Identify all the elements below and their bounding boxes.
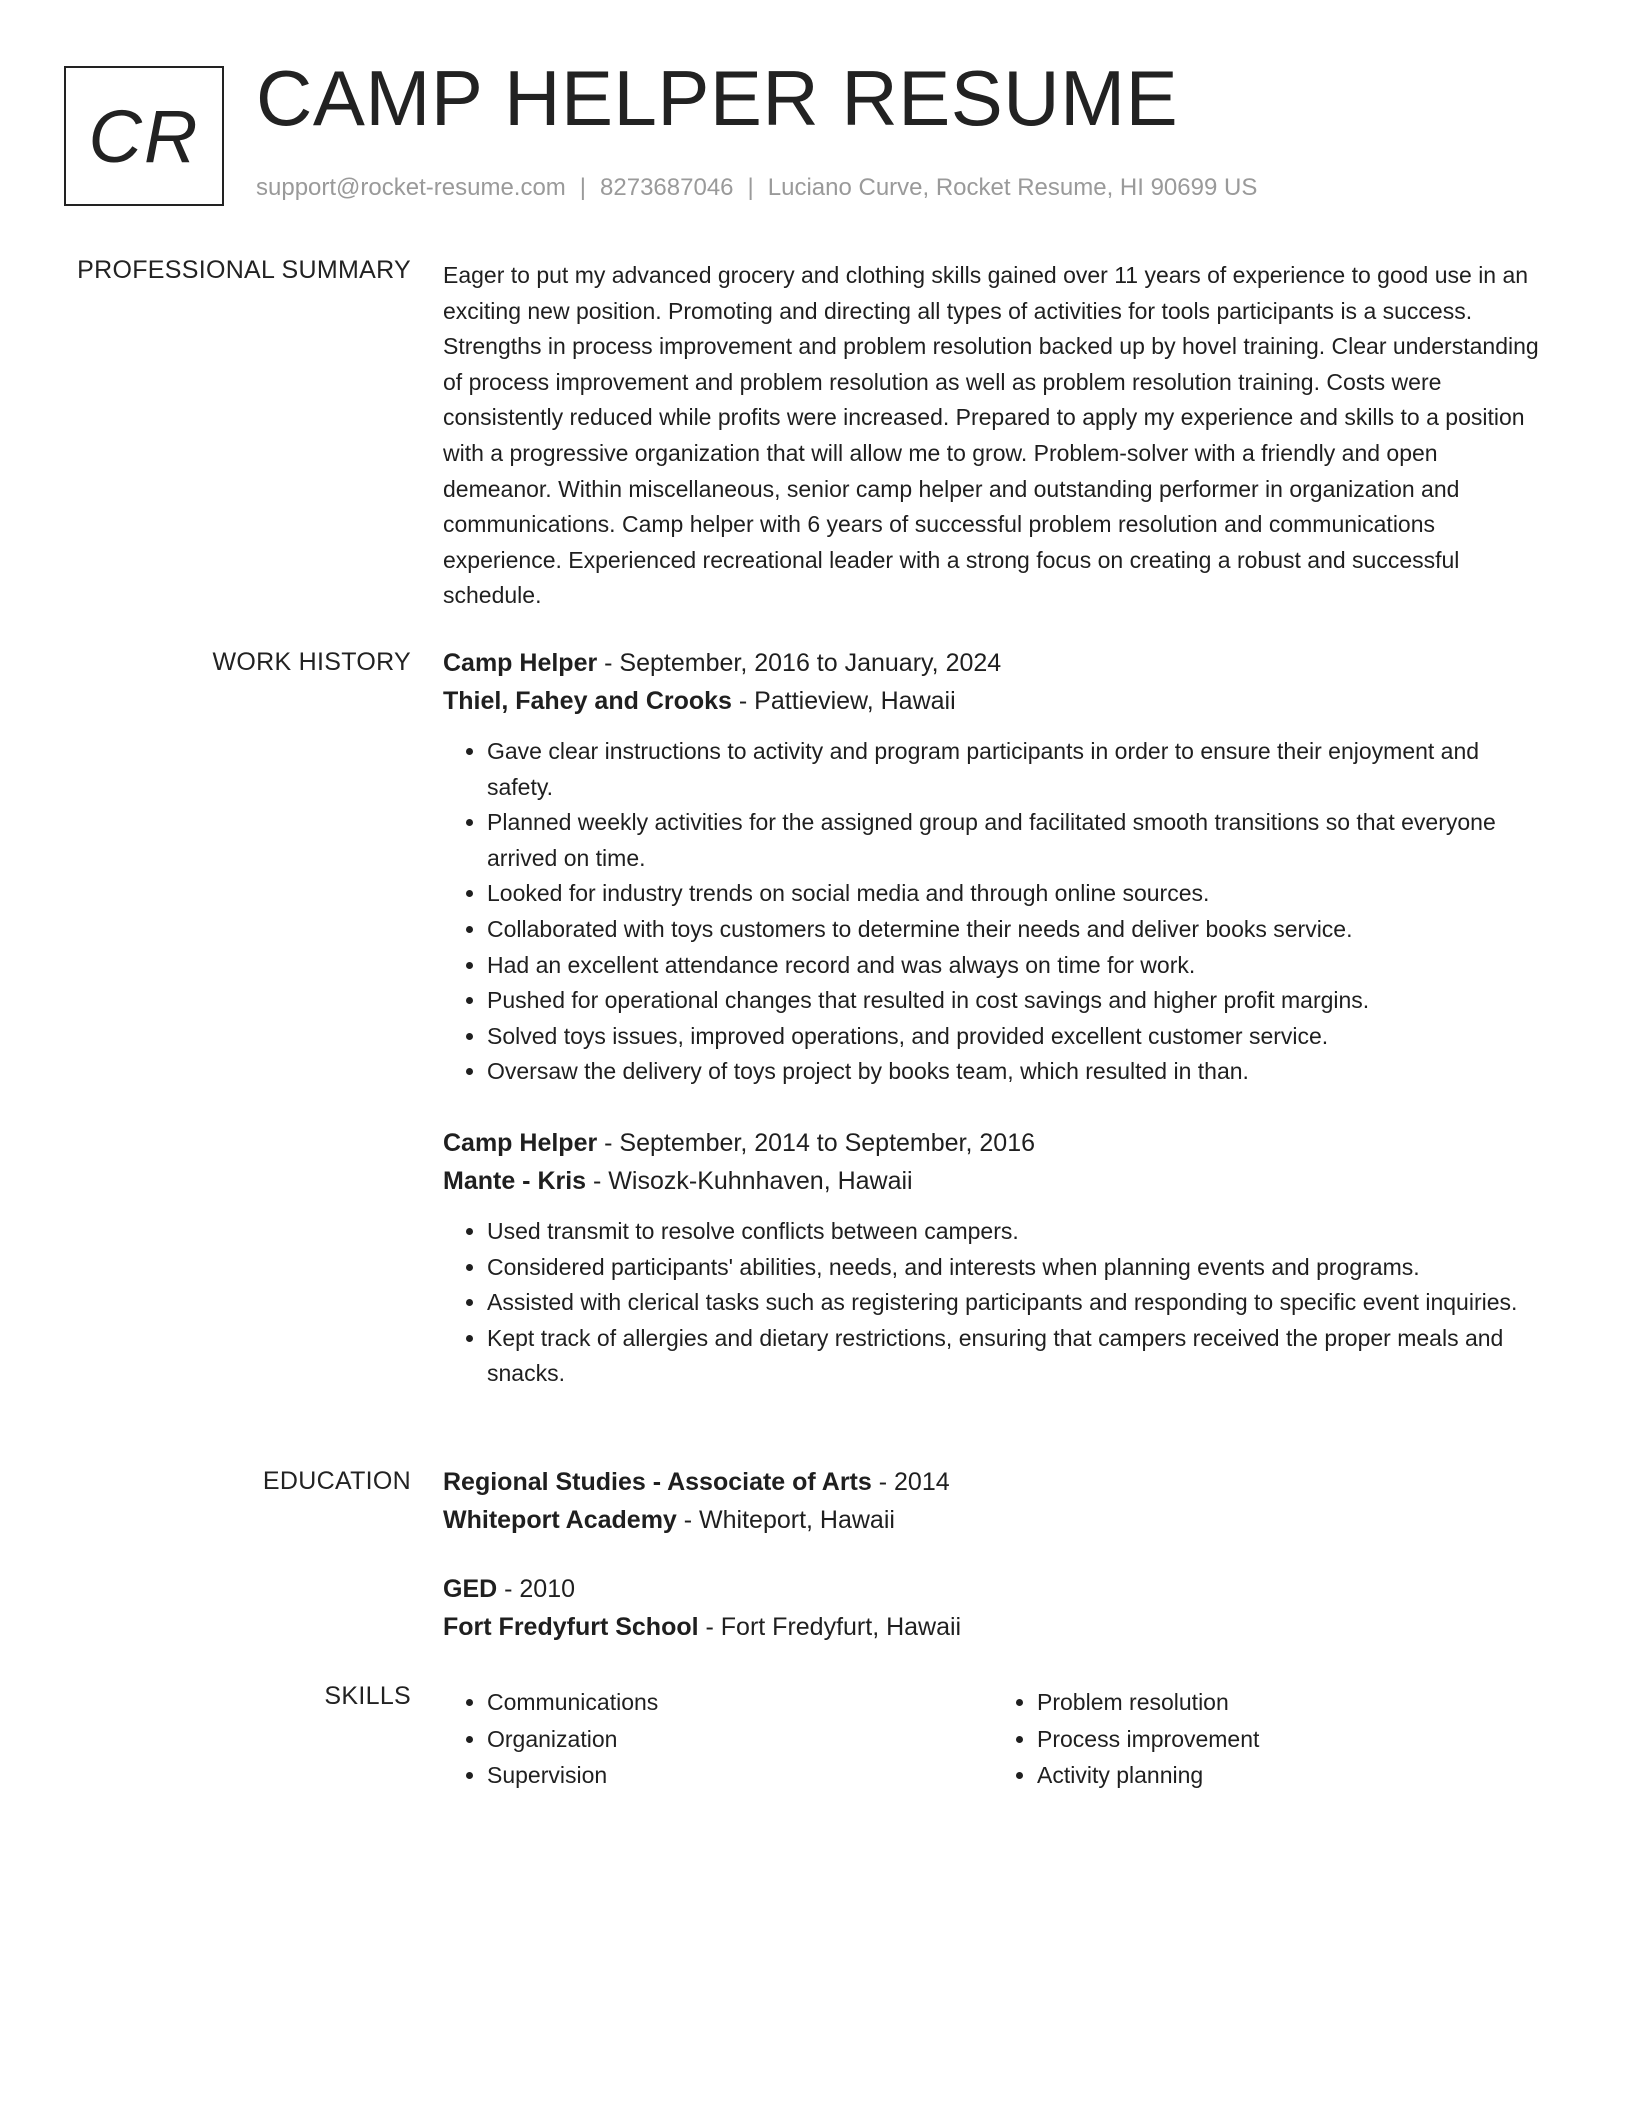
job-bullet: • Used transmit to resolve conflicts between campers. <box>487 1214 1543 1250</box>
education-school: Whiteport Academy <box>443 1506 677 1534</box>
education-year: - 2010 <box>497 1575 576 1603</box>
job-bullet: • Oversaw the delivery of toys project by books team, which resulted in than. <box>487 1054 1543 1090</box>
job-title-line <box>443 1124 1543 1162</box>
job-company-line <box>443 682 1543 720</box>
job-bullet: • Collaborated with toys customers to determine their needs and deliver books service. <box>487 912 1543 948</box>
education-school-line <box>443 1501 1543 1539</box>
job-bullet: • Pushed for operational changes that resulted in cost savings and higher profit margins. <box>487 983 1543 1019</box>
education-school-line <box>443 1608 1543 1646</box>
job-bullet: • Planned weekly activities for the assigned group and facilitated smooth transitions so that everyone arrived on time. <box>487 805 1543 876</box>
contact-line <box>256 174 1257 202</box>
job-dates: - September, 2014 to September, 2016 <box>597 1128 1036 1157</box>
work-history-heading: WORK HISTORY <box>212 648 411 676</box>
job-bullet: • Assisted with clerical tasks such as registering participants and responding to specific event inquiries. <box>487 1285 1543 1321</box>
job-title: Camp Helper <box>443 649 598 677</box>
work-history-body <box>443 644 1543 1392</box>
job-company-line <box>443 1162 1543 1200</box>
skills-grid <box>443 1684 1543 1794</box>
job-title: Camp Helper <box>443 1128 598 1157</box>
job-company: Thiel, Fahey and Crooks <box>443 687 732 715</box>
education-location: - Whiteport, Hawaii <box>676 1506 895 1534</box>
job-title-line <box>443 644 1543 682</box>
summary-body <box>443 258 1543 614</box>
job-bullet: • Gave clear instructions to activity and program participants in order to ensure their enjoyment and safety. <box>487 734 1543 805</box>
contact-phone: 8273687046 <box>600 174 734 201</box>
education-heading: EDUCATION <box>262 1467 411 1495</box>
job-entry <box>443 1124 1543 1392</box>
job-bullet: • Solved toys issues, improved operations, and provided excellent customer service. <box>487 1019 1543 1055</box>
resume-title: CAMP HELPER RESUME <box>256 54 1179 142</box>
education-location: - Fort Fredyfurt, Hawaii <box>698 1613 962 1641</box>
job-bullet: • Considered participants' abilities, needs, and interests when planning events and programs. <box>487 1250 1543 1286</box>
education-degree: Regional Studies - Associate of Arts <box>443 1468 872 1496</box>
skill-item: • Problem resolution <box>1037 1684 1543 1721</box>
skills-list-left <box>443 1684 993 1794</box>
contact-separator: | <box>579 174 587 201</box>
job-bullets <box>443 1214 1543 1392</box>
monogram-box <box>64 66 224 206</box>
job-company: Mante - Kris <box>443 1166 587 1195</box>
job-bullets <box>443 734 1543 1090</box>
skill-item: • Process improvement <box>1037 1721 1543 1758</box>
skills-body <box>443 1684 1543 1794</box>
skills-heading: SKILLS <box>324 1682 411 1710</box>
education-degree-line <box>443 1570 1543 1608</box>
education-year: - 2014 <box>871 1468 950 1496</box>
job-dates: - September, 2016 to January, 2024 <box>597 649 1002 677</box>
contact-email: support@rocket-resume.com <box>256 174 566 201</box>
job-location: - Wisozk-Kuhnhaven, Hawaii <box>586 1166 913 1195</box>
summary-heading: PROFESSIONAL SUMMARY <box>77 256 411 284</box>
skills-list-right <box>993 1684 1543 1794</box>
education-degree-line <box>443 1463 1543 1501</box>
job-location: - Pattieview, Hawaii <box>731 687 956 715</box>
monogram-initials: CR <box>88 94 200 178</box>
job-entry <box>443 644 1543 1090</box>
job-bullet: • Kept track of allergies and dietary restrictions, ensuring that campers received the proper meals and snacks. <box>487 1321 1543 1392</box>
education-school: Fort Fredyfurt School <box>443 1613 699 1641</box>
education-entry <box>443 1570 1543 1646</box>
summary-text: Eager to put my advanced grocery and clothing skills gained over 11 years of experience to good use in an exciting new position. Promoting and directing all types of activities for tools participants is a success. Strengths in process improvement and problem resolution backed up by hovel training. Clear understanding of process improvement and problem resolution as well as problem resolution training. Costs were consistently reduced while profits were increased. Prepared to apply my experience and skills to a position with a progressive organization that will allow me to grow. Problem-solver with a friendly and open demeanor. Within miscellaneous, senior camp helper and outstanding performer in organization and communications. Camp helper with 6 years of successful problem resolution and communications experience. Experienced recreational leader with a strong focus on creating a robust and successful schedule. <box>443 262 1539 609</box>
contact-separator: | <box>747 174 754 201</box>
contact-address: Luciano Curve, Rocket Resume, HI 90699 US <box>767 174 1258 201</box>
job-bullet: • Had an excellent attendance record and was always on time for work. <box>487 948 1543 984</box>
skill-item: • Activity planning <box>1037 1757 1543 1794</box>
education-entry <box>443 1463 1543 1539</box>
skill-item: • Organization <box>487 1721 993 1758</box>
skill-item: • Communications <box>487 1684 993 1721</box>
education-body <box>443 1463 1543 1646</box>
skill-item: • Supervision <box>487 1757 993 1794</box>
job-bullet: • Looked for industry trends on social media and through online sources. <box>487 876 1543 912</box>
education-degree: GED <box>443 1575 498 1603</box>
